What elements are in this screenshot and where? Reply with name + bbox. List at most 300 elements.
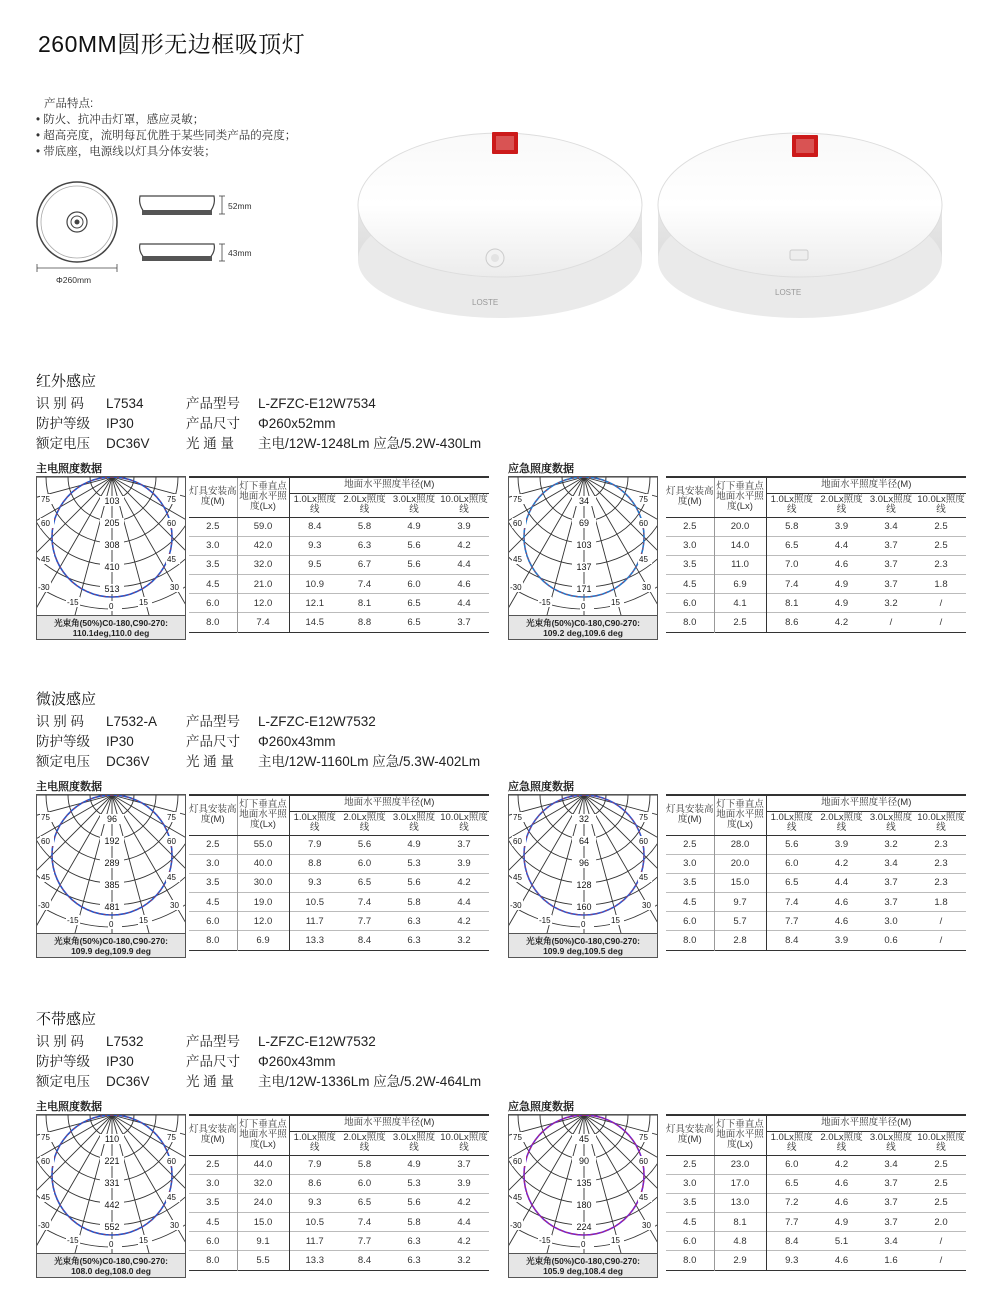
table-cell: 3.7 xyxy=(457,1159,471,1171)
section-title: 微波感应 xyxy=(36,691,97,708)
col-height-header: 灯具安装高度(M) xyxy=(666,795,714,835)
spec-value: L-ZFZC-E12W7532 xyxy=(258,1034,376,1049)
table-cell: 55.0 xyxy=(237,835,289,854)
angle-label: 75 xyxy=(513,1133,522,1142)
ring-label: 137 xyxy=(576,562,592,572)
table-row xyxy=(666,1251,966,1270)
table-cell: 6.0 xyxy=(357,1178,372,1190)
table-cell: 8.0 xyxy=(189,931,237,950)
angle-label: 60 xyxy=(167,1157,176,1166)
feature-item: • 带底座，电源线以灯具分体安装； xyxy=(36,144,296,160)
table-cell: 4.9 xyxy=(834,1216,849,1228)
table-cell: 6.3 xyxy=(357,540,372,552)
table-cell: 6.3 xyxy=(407,935,421,947)
angle-label: 45 xyxy=(513,555,522,564)
angle-label: 60 xyxy=(167,837,176,846)
main-data-title: 主电照度数据 xyxy=(36,463,102,475)
ring-label: 221 xyxy=(104,1156,120,1166)
table-cell: / xyxy=(939,617,943,629)
brand-label-1: LOSTE xyxy=(472,298,499,307)
illuminance-table xyxy=(666,794,966,951)
height-label-1: 52mm xyxy=(228,201,252,211)
angle-label: -30 xyxy=(510,1221,522,1230)
spec-label: 识 别 码 xyxy=(36,396,85,411)
product-photos xyxy=(350,110,960,330)
ring-label: 160 xyxy=(576,902,592,912)
table-cell: 1.8 xyxy=(934,578,948,590)
angle-label: -30 xyxy=(510,583,522,592)
spec-label: 防护等级 xyxy=(36,416,90,431)
table-cell: 6.0 xyxy=(357,858,372,870)
table-cell: 15.0 xyxy=(714,873,766,892)
angle-label: -15 xyxy=(539,1236,551,1245)
feature-heading: 产品特点: xyxy=(44,98,94,110)
angle-label: 75 xyxy=(167,495,176,504)
ring-label: 481 xyxy=(104,902,120,912)
table-cell: 4.4 xyxy=(457,1216,471,1228)
table-cell: 4.2 xyxy=(457,540,471,552)
angle-label: 45 xyxy=(167,555,176,564)
angle-label: 15 xyxy=(611,1236,620,1245)
table-cell: 7.4 xyxy=(785,896,799,908)
table-cell: 3.4 xyxy=(884,858,898,870)
table-cell: 2.5 xyxy=(666,1155,714,1174)
spec-value: DC36V xyxy=(106,436,150,451)
table-row xyxy=(666,1174,966,1193)
table-cell: 7.4 xyxy=(357,896,372,908)
table-cell: 8.6 xyxy=(308,1178,322,1190)
angle-label: 30 xyxy=(642,901,651,910)
ring-label: 45 xyxy=(578,1134,590,1144)
table-cell: 4.6 xyxy=(834,915,849,927)
lux-col-header: 1.0Lx照度线 xyxy=(766,1131,817,1155)
table-cell: 24.0 xyxy=(237,1193,289,1212)
table-cell: 12.0 xyxy=(237,912,289,931)
spec-label: 识 别 码 xyxy=(36,714,85,729)
table-cell: 7.7 xyxy=(357,915,372,927)
col-radius-header: 地面水平照度半径(M) xyxy=(289,1115,489,1131)
emer-polar-box xyxy=(508,1114,658,1254)
table-cell: 7.4 xyxy=(357,1216,372,1228)
table-row xyxy=(189,613,489,632)
angle-label: 45 xyxy=(513,1193,522,1202)
table-cell: 59.0 xyxy=(237,517,289,536)
spec-block xyxy=(36,394,481,454)
table-cell: 6.0 xyxy=(785,1159,799,1171)
angle-label: 0 xyxy=(109,602,114,611)
ring-label: 110 xyxy=(104,1134,120,1144)
ring-label: 205 xyxy=(104,518,120,528)
spec-value: L7534 xyxy=(106,396,144,411)
table-cell: 2.8 xyxy=(714,931,766,950)
col-center-header: 灯下垂直点地面水平照度(Lx) xyxy=(714,477,766,517)
table-cell: 6.5 xyxy=(357,1197,372,1209)
beam-angle: 光束角(50%)C0-180,C90-270: 109.9 deg,109.5 deg xyxy=(508,934,658,958)
spec-label: 防护等级 xyxy=(36,1054,90,1069)
table-cell: 6.0 xyxy=(666,1232,714,1251)
table-row xyxy=(189,912,489,931)
table-row xyxy=(666,1232,966,1251)
spec-label: 额定电压 xyxy=(36,1074,90,1089)
ring-label: 103 xyxy=(576,540,592,550)
table-row xyxy=(189,835,489,854)
table-cell: 1.8 xyxy=(934,896,948,908)
polar-diagram xyxy=(37,795,185,933)
polar-diagram xyxy=(509,795,657,933)
table-cell: 6.5 xyxy=(407,617,421,629)
angle-label: -30 xyxy=(38,1221,50,1230)
table-cell: 2.5 xyxy=(189,835,237,854)
table-cell: 5.6 xyxy=(785,839,799,851)
table-row xyxy=(189,536,489,555)
table-cell: 6.7 xyxy=(357,559,372,571)
table-cell: 7.9 xyxy=(308,839,322,851)
col-height-header: 灯具安装高度(M) xyxy=(189,477,237,517)
table-cell: 9.3 xyxy=(308,540,322,552)
angle-label: 0 xyxy=(109,1240,114,1249)
table-cell: 8.1 xyxy=(785,597,799,609)
lux-col-header: 3.0Lx照度线 xyxy=(866,811,916,835)
table-cell: 5.3 xyxy=(407,1178,421,1190)
table-cell: 8.4 xyxy=(357,935,372,947)
angle-label: 45 xyxy=(41,1193,50,1202)
beam-angle: 光束角(50%)C0-180,C90-270: 109.9 deg,109.9 deg xyxy=(36,934,186,958)
table-cell: 0.6 xyxy=(884,935,898,947)
table-cell: 32.0 xyxy=(237,555,289,574)
table-cell: 2.5 xyxy=(934,1159,948,1171)
table-cell: 4.2 xyxy=(834,617,849,629)
table-cell: 8.4 xyxy=(785,935,799,947)
angle-label: -30 xyxy=(38,901,50,910)
illuminance-table xyxy=(666,476,966,633)
angle-label: 45 xyxy=(639,1193,648,1202)
table-cell: 7.4 xyxy=(785,578,799,590)
angle-label: 45 xyxy=(513,873,522,882)
angle-label: -15 xyxy=(67,1236,79,1245)
table-cell: 3.7 xyxy=(884,877,898,889)
table-cell: 4.2 xyxy=(457,915,471,927)
feature-list xyxy=(36,96,296,160)
table-cell: 3.9 xyxy=(834,935,849,947)
angle-label: 0 xyxy=(581,602,586,611)
table-cell: 2.3 xyxy=(934,877,948,889)
table-cell: 4.2 xyxy=(457,877,471,889)
table-cell: 6.9 xyxy=(714,575,766,594)
table-cell: 2.5 xyxy=(189,1155,237,1174)
main-data-title: 主电照度数据 xyxy=(36,781,102,793)
beam-angle: 光束角(50%)C0-180,C90-270: 109.2 deg,109.6 deg xyxy=(508,616,658,640)
angle-label: 75 xyxy=(41,495,50,504)
col-center-header: 灯下垂直点地面水平照度(Lx) xyxy=(714,795,766,835)
table-cell: 5.8 xyxy=(785,521,799,533)
angle-label: 45 xyxy=(41,873,50,882)
angle-label: 15 xyxy=(139,598,148,607)
table-cell: 6.0 xyxy=(785,858,799,870)
table-row xyxy=(189,1155,489,1174)
spec-block xyxy=(36,712,480,772)
beam-angle: 光束角(50%)C0-180,C90-270: 108.0 deg,108.0 deg xyxy=(36,1254,186,1278)
table-cell: 3.0 xyxy=(189,536,237,555)
spec-value: DC36V xyxy=(106,1074,150,1089)
table-cell: 30.0 xyxy=(237,873,289,892)
spec-label: 产品尺寸 xyxy=(186,734,240,749)
col-center-header: 灯下垂直点地面水平照度(Lx) xyxy=(237,1115,289,1155)
spec-value: DC36V xyxy=(106,754,150,769)
spec-block xyxy=(36,1032,481,1092)
angle-label: -30 xyxy=(510,901,522,910)
table-cell: 9.5 xyxy=(308,559,322,571)
table-row xyxy=(189,873,489,892)
table-cell: 4.4 xyxy=(457,896,471,908)
spec-label: 产品型号 xyxy=(186,396,240,411)
col-height-header: 灯具安装高度(M) xyxy=(189,795,237,835)
angle-label: 60 xyxy=(41,837,50,846)
angle-label: 45 xyxy=(639,555,648,564)
table-cell: 3.4 xyxy=(884,521,898,533)
table-cell: 2.5 xyxy=(934,540,948,552)
main-data-title: 主电照度数据 xyxy=(36,1101,102,1113)
spec-label: 产品型号 xyxy=(186,1034,240,1049)
table-cell: 11.0 xyxy=(714,555,766,574)
table-row xyxy=(189,517,489,536)
table-cell: 8.0 xyxy=(666,613,714,632)
illuminance-table xyxy=(189,794,489,951)
table-cell: 2.5 xyxy=(189,517,237,536)
angle-label: -15 xyxy=(539,598,551,607)
table-cell: 3.4 xyxy=(884,1159,898,1171)
lux-col-header: 2.0Lx照度线 xyxy=(817,811,866,835)
table-cell: 8.1 xyxy=(714,1213,766,1232)
table-cell: 6.3 xyxy=(407,1255,421,1267)
spec-value: IP30 xyxy=(106,416,134,431)
col-height-header: 灯具安装高度(M) xyxy=(666,477,714,517)
table-row xyxy=(189,575,489,594)
emer-data-title: 应急照度数据 xyxy=(508,463,574,475)
angle-label: 15 xyxy=(611,916,620,925)
ring-label: 64 xyxy=(578,836,590,846)
table-cell: 3.5 xyxy=(189,873,237,892)
table-cell: 7.9 xyxy=(308,1159,322,1171)
col-radius-header: 地面水平照度半径(M) xyxy=(289,795,489,811)
table-cell: 5.1 xyxy=(834,1235,849,1247)
table-cell: 8.0 xyxy=(666,1251,714,1270)
table-row xyxy=(666,1193,966,1212)
table-cell: 4.6 xyxy=(834,559,849,571)
table-cell: 8.4 xyxy=(308,521,322,533)
table-cell: 8.0 xyxy=(189,1251,237,1270)
spec-value: 主电/12W-1248Lm 应急/5.2W-430Lm xyxy=(258,436,482,451)
lux-col-header: 2.0Lx照度线 xyxy=(340,811,389,835)
lux-col-header: 2.0Lx照度线 xyxy=(817,493,866,517)
table-cell: 21.0 xyxy=(237,575,289,594)
table-cell: 4.4 xyxy=(457,597,471,609)
table-cell: 3.7 xyxy=(457,839,471,851)
table-cell: 3.5 xyxy=(666,1193,714,1212)
angle-label: 60 xyxy=(639,519,648,528)
table-cell: 2.5 xyxy=(714,613,766,632)
table-cell: / xyxy=(939,1255,943,1267)
lux-col-header: 10.0Lx照度线 xyxy=(917,1132,965,1153)
lux-col-header: 3.0Lx照度线 xyxy=(389,493,439,517)
angle-label: 30 xyxy=(642,1221,651,1230)
ring-label: 513 xyxy=(104,584,120,594)
table-cell: 3.9 xyxy=(834,839,849,851)
angle-label: 15 xyxy=(611,598,620,607)
angle-label: 60 xyxy=(513,519,522,528)
table-cell: 5.7 xyxy=(714,912,766,931)
feature-item: • 防火、抗冲击灯罩，感应灵敏； xyxy=(36,112,296,128)
table-cell: 5.8 xyxy=(407,1216,421,1228)
table-row xyxy=(189,1213,489,1232)
feature-item: • 超高亮度，流明每瓦优胜于某些同类产品的亮度； xyxy=(36,128,296,144)
table-cell: / xyxy=(939,915,943,927)
table-cell: 3.2 xyxy=(884,839,898,851)
angle-label: 30 xyxy=(642,583,651,592)
table-cell: 12.0 xyxy=(237,594,289,613)
lux-col-header: 3.0Lx照度线 xyxy=(866,1131,916,1155)
spec-label: 光 通 量 xyxy=(186,754,235,769)
table-cell: 2.5 xyxy=(666,517,714,536)
angle-label: 75 xyxy=(639,1133,648,1142)
table-row xyxy=(666,1155,966,1174)
angle-label: 0 xyxy=(581,1240,586,1249)
table-cell: 3.0 xyxy=(189,1174,237,1193)
angle-label: 45 xyxy=(167,1193,176,1202)
ring-label: 135 xyxy=(576,1178,592,1188)
table-cell: / xyxy=(889,617,893,629)
dimension-drawing xyxy=(30,180,270,290)
table-cell: 4.4 xyxy=(834,877,849,889)
col-radius-header: 地面水平照度半径(M) xyxy=(289,477,489,493)
table-row xyxy=(189,931,489,950)
table-cell: 5.5 xyxy=(237,1251,289,1270)
table-cell: 6.5 xyxy=(357,877,372,889)
table-cell: 4.5 xyxy=(189,893,237,912)
spec-label: 光 通 量 xyxy=(186,436,235,451)
table-cell: 20.0 xyxy=(714,517,766,536)
angle-label: 0 xyxy=(109,920,114,929)
table-cell: 14.0 xyxy=(714,536,766,555)
table-cell: 3.0 xyxy=(884,915,898,927)
table-cell: 9.3 xyxy=(785,1255,799,1267)
spec-value: L7532-A xyxy=(106,714,158,729)
ring-label: 103 xyxy=(104,496,120,506)
lux-col-header: 10.0Lx照度线 xyxy=(440,1132,488,1153)
table-cell: 4.9 xyxy=(407,521,421,533)
table-cell: 2.3 xyxy=(934,839,948,851)
angle-label: -30 xyxy=(38,583,50,592)
ring-label: 171 xyxy=(576,584,592,594)
polar-diagram xyxy=(509,1115,657,1253)
table-cell: 3.2 xyxy=(457,935,471,947)
table-cell: 5.8 xyxy=(357,1159,372,1171)
lux-col-header: 1.0Lx照度线 xyxy=(766,811,817,835)
table-cell: 8.0 xyxy=(189,613,237,632)
lux-col-header: 10.0Lx照度线 xyxy=(440,812,488,833)
table-row xyxy=(189,1174,489,1193)
table-cell: 6.3 xyxy=(407,915,421,927)
angle-label: 30 xyxy=(170,901,179,910)
table-cell: 4.9 xyxy=(834,578,849,590)
col-center-header: 灯下垂直点地面水平照度(Lx) xyxy=(237,795,289,835)
table-cell: 4.4 xyxy=(834,540,849,552)
table-cell: 19.0 xyxy=(237,893,289,912)
table-cell: 6.0 xyxy=(407,578,421,590)
ring-label: 289 xyxy=(104,858,120,868)
table-cell: 4.2 xyxy=(834,858,849,870)
height-label-2: 43mm xyxy=(228,248,252,258)
table-row xyxy=(189,1232,489,1251)
spec-label: 光 通 量 xyxy=(186,1074,235,1089)
angle-label: 75 xyxy=(41,813,50,822)
table-cell: 4.9 xyxy=(407,839,421,851)
table-cell: 3.9 xyxy=(834,521,849,533)
table-cell: 3.0 xyxy=(666,854,714,873)
table-cell: 9.3 xyxy=(308,1197,322,1209)
beam-angle: 光束角(50%)C0-180,C90-270: 105.9 deg,108.4 deg xyxy=(508,1254,658,1278)
page-title: 260MM圆形无边框吸顶灯 xyxy=(38,31,306,57)
ring-label: 34 xyxy=(578,496,590,506)
lux-col-header: 2.0Lx照度线 xyxy=(340,1131,389,1155)
table-cell: / xyxy=(939,935,943,947)
table-cell: 2.5 xyxy=(934,521,948,533)
table-cell: 4.1 xyxy=(714,594,766,613)
ring-label: 385 xyxy=(104,880,120,890)
spec-value: L-ZFZC-E12W7532 xyxy=(258,714,376,729)
table-cell: 8.6 xyxy=(785,617,799,629)
table-cell: 8.8 xyxy=(357,617,372,629)
table-row xyxy=(189,854,489,873)
angle-label: -15 xyxy=(67,598,79,607)
polar-diagram xyxy=(509,477,657,615)
table-cell: 2.3 xyxy=(934,559,948,571)
table-cell: 5.8 xyxy=(407,896,421,908)
ring-label: 192 xyxy=(104,836,120,846)
table-cell: 3.7 xyxy=(884,578,898,590)
polar-diagram xyxy=(37,477,185,615)
col-radius-header: 地面水平照度半径(M) xyxy=(766,1115,966,1131)
table-cell: 6.5 xyxy=(785,1178,799,1190)
table-cell: 3.9 xyxy=(457,521,471,533)
table-cell: 5.3 xyxy=(407,858,421,870)
table-cell: 10.5 xyxy=(305,896,324,908)
table-cell: 2.3 xyxy=(934,858,948,870)
table-cell: 3.9 xyxy=(457,1178,471,1190)
table-cell: 3.4 xyxy=(884,1235,898,1247)
table-cell: 44.0 xyxy=(237,1155,289,1174)
table-cell: 4.2 xyxy=(457,1197,471,1209)
table-cell: 40.0 xyxy=(237,854,289,873)
spec-value: 主电/12W-1160Lm 应急/5.3W-402Lm xyxy=(258,754,481,769)
table-row xyxy=(666,555,966,574)
table-cell: 7.4 xyxy=(357,578,372,590)
table-cell: 6.3 xyxy=(407,1235,421,1247)
lux-col-header: 2.0Lx照度线 xyxy=(340,493,389,517)
angle-label: 75 xyxy=(167,1133,176,1142)
table-row xyxy=(666,575,966,594)
angle-label: 60 xyxy=(41,1157,50,1166)
table-cell: 3.0 xyxy=(666,536,714,555)
table-cell: 3.7 xyxy=(884,1178,898,1190)
angle-label: 60 xyxy=(41,519,50,528)
emer-data-title: 应急照度数据 xyxy=(508,781,574,793)
illuminance-table xyxy=(189,476,489,633)
table-cell: 3.7 xyxy=(884,896,898,908)
table-cell: 3.5 xyxy=(666,873,714,892)
table-cell: 8.4 xyxy=(785,1235,799,1247)
table-cell: 7.2 xyxy=(785,1197,799,1209)
table-cell: 1.6 xyxy=(884,1255,898,1267)
